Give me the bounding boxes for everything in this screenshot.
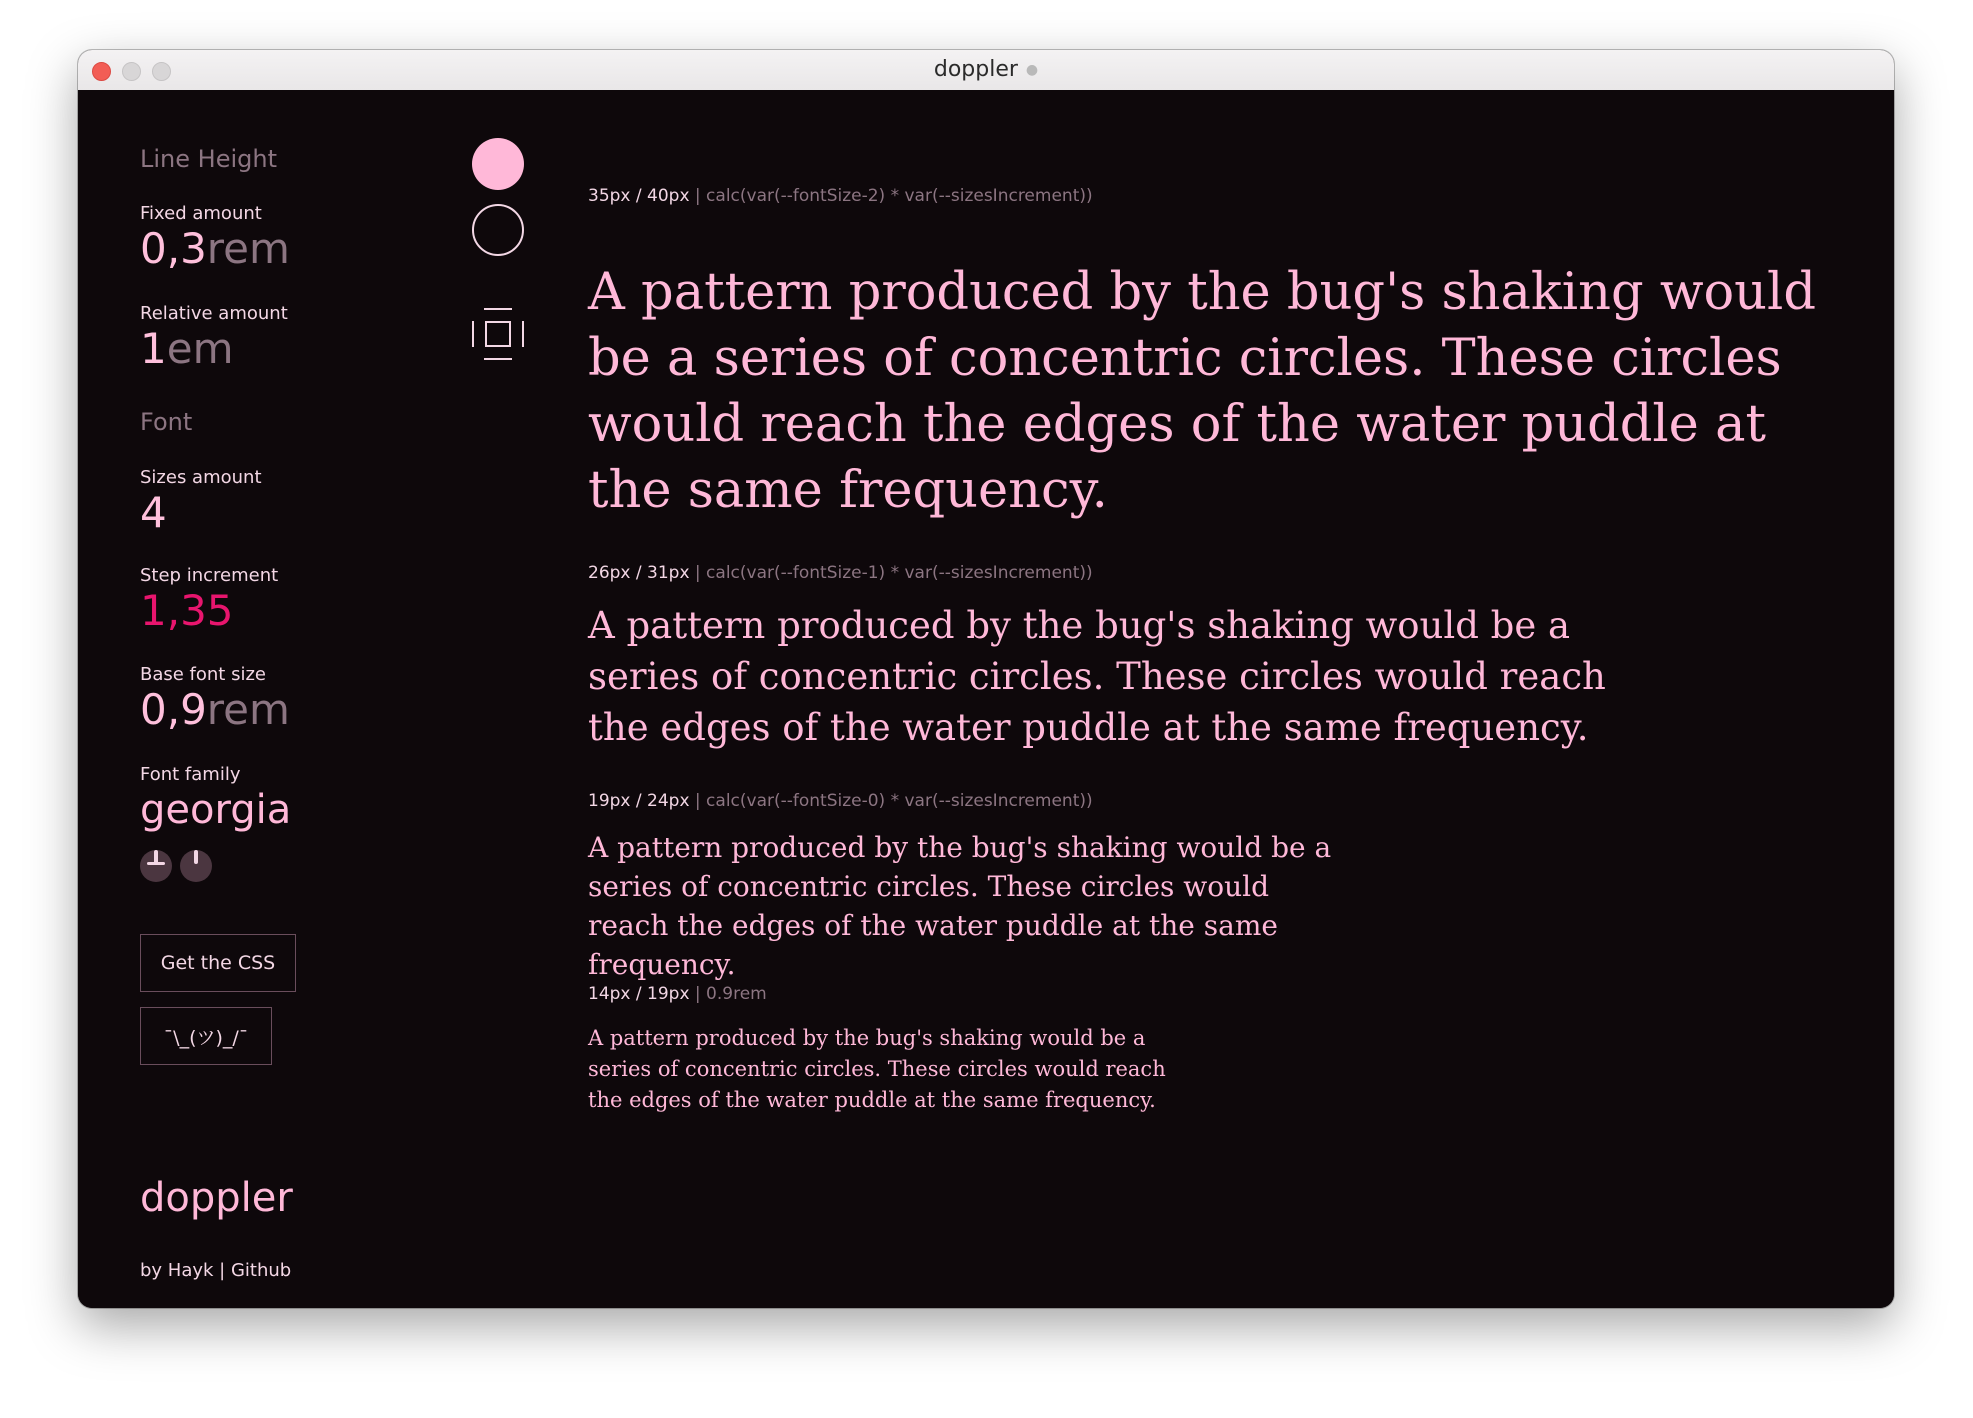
byline-link[interactable]: by Hayk | Github: [140, 1260, 292, 1281]
sizes-amount-label: Sizes amount: [140, 467, 262, 488]
title-bar: [78, 50, 1894, 91]
sample-meta: 26px / 31px | calc(var(--fontSize-1) * var(--sizesIncrement)): [588, 563, 1093, 583]
sample-text: A pattern produced by the bug's shaking would be a series of concentric circles. These circles would reach the edges of the water puddle at the same frequency.: [588, 263, 1816, 520]
base-font-size-value: 0,9: [140, 685, 207, 734]
step-increment-control[interactable]: [140, 586, 234, 635]
window-title: doppler ●: [933, 57, 1039, 82]
sans-toggle-icon[interactable]: [180, 850, 212, 882]
font-section-title: Font: [140, 408, 193, 436]
fixed-amount-unit: rem: [206, 224, 290, 273]
sample-text: A pattern produced by the bug's shaking would be a series of concentric circles. These circles would reach the edges of the water puddle at the same frequency.: [588, 831, 1332, 981]
sample-meta: 14px / 19px | 0.9rem: [588, 984, 767, 1004]
step-increment-label: Step increment: [140, 565, 279, 586]
app-window: [78, 50, 1894, 1308]
sizes-amount-value: 4: [140, 488, 167, 537]
relative-amount-value: 1: [140, 324, 167, 373]
font-family-control[interactable]: [140, 787, 292, 833]
base-font-size-unit: rem: [206, 685, 290, 734]
line-height-section-title: Line Height: [140, 145, 277, 173]
base-font-size-label: Base font size: [140, 664, 266, 685]
font-family-value: georgia: [140, 787, 292, 833]
font-family-label: Font family: [140, 764, 241, 785]
get-css-button[interactable]: Get the CSS: [140, 934, 296, 992]
sizes-amount-control[interactable]: [140, 488, 167, 537]
unsaved-dot-icon: ●: [1025, 62, 1039, 78]
sample-text: A pattern produced by the bug's shaking would be a series of concentric circles. These circles would reach the edges of the water puddle at the same frequency.: [588, 604, 1606, 749]
app-content: [78, 90, 1894, 1308]
sample-meta: 35px / 40px | calc(var(--fontSize-2) * var(--sizesIncrement)): [588, 186, 1093, 206]
relative-amount-control[interactable]: [140, 324, 234, 373]
outline-circle-icon[interactable]: [472, 204, 524, 256]
fixed-amount-control[interactable]: [140, 224, 290, 273]
sample-text: A pattern produced by the bug's shaking would be a series of concentric circles. These circles would reach the edges of the water puddle at the same frequency.: [588, 1026, 1166, 1112]
relative-amount-unit: em: [166, 324, 234, 373]
fixed-amount-value: 0,3: [140, 224, 207, 273]
step-increment-value: 1,35: [140, 586, 234, 635]
shrug-button[interactable]: ¯\_(ツ)_/¯: [140, 1007, 272, 1065]
relative-amount-label: Relative amount: [140, 303, 288, 324]
brand-name: doppler: [140, 1175, 293, 1221]
serif-toggle-icon[interactable]: [140, 850, 172, 882]
fixed-amount-label: Fixed amount: [140, 203, 262, 224]
filled-circle-icon[interactable]: [472, 138, 524, 190]
frame-layout-icon[interactable]: [470, 306, 526, 362]
base-font-size-control[interactable]: [140, 685, 290, 734]
sample-meta: 19px / 24px | calc(var(--fontSize-0) * var(--sizesIncrement)): [588, 791, 1093, 811]
